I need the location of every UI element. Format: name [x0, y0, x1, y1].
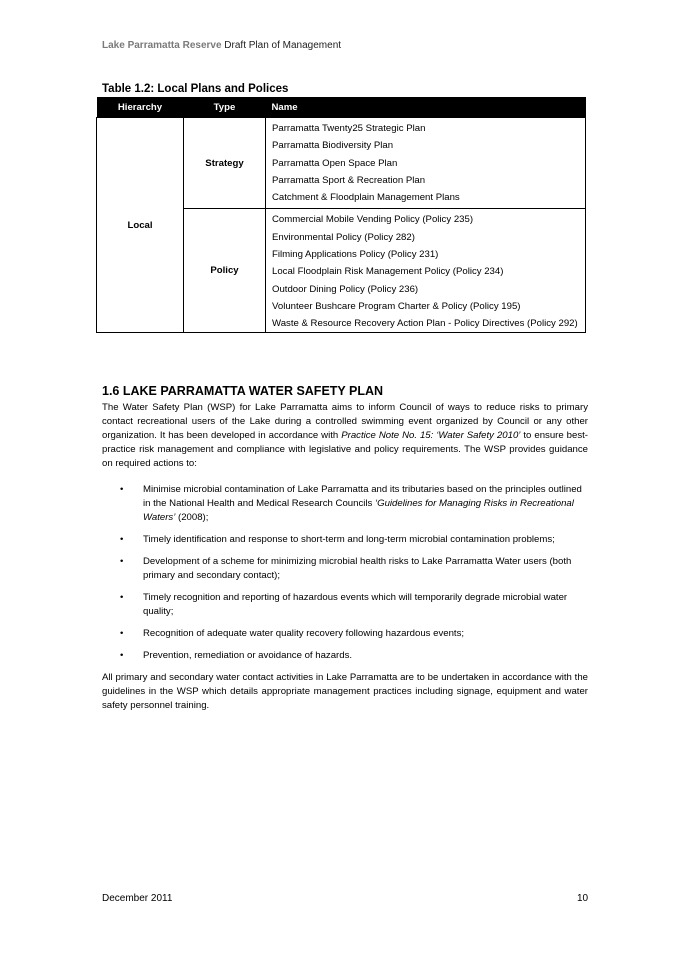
list-item-text: Minimise microbial contamination of Lake Parramatta and its tributaries based on the principles outlined in the National Health and Medical Research Councils	[143, 484, 582, 509]
plan-name: Parramatta Twenty25 Strategic Plan	[272, 123, 426, 134]
type-cell-policy: Policy	[184, 209, 266, 333]
list-item-text: Timely identification and response to short-term and long-term microbial contamination problems;	[143, 534, 555, 545]
header-brand: Lake Parramatta Reserve	[102, 40, 222, 51]
list-item	[102, 627, 588, 641]
list-item-text: Development of a scheme for minimizing microbial health risks to Lake Parramatta Water users (both primary and secondary contact);	[143, 556, 572, 581]
bullet-icon: •	[120, 484, 124, 495]
policy-name: Outdoor Dining Policy (Policy 236)	[272, 283, 419, 295]
plan-name: Parramatta Biodiversity Plan	[272, 140, 394, 152]
list-item	[102, 591, 588, 619]
list-item-text: Prevention, remediation or avoidance of hazards.	[143, 650, 353, 661]
table-caption: Table 1.2: Local Plans and Polices	[102, 83, 289, 95]
policy-name: Volunteer Bushcare Program Charter & Policy (Policy 195)	[272, 300, 521, 312]
list-item-text: Timely recognition and reporting of hazardous events which will temporarily degrade microbial water quality;	[143, 592, 568, 617]
type-cell-strategy: Strategy	[184, 118, 266, 209]
plan-name: Parramatta Sport & Recreation Plan	[272, 174, 426, 186]
intro-text-cont: to ensure best-practice risk management and compliance with legislative and policy requirements. The WSP provides guidance on required actions to:	[102, 430, 588, 469]
list-item-text-cont: (2008);	[175, 512, 209, 523]
bullet-icon: •	[120, 592, 124, 603]
list-item-italic: ‘Guidelines for Managing Risks in Recreational Waters’	[143, 498, 574, 523]
names-cell-strategy	[266, 118, 586, 209]
list-item	[102, 649, 588, 663]
table-row	[97, 118, 586, 209]
list-item-text: Recognition of adequate water quality recovery following hazardous events;	[143, 628, 465, 639]
bullet-icon: •	[120, 534, 124, 545]
policy-name: Waste & Resource Recovery Action Plan - Policy Directives (Policy 292)	[272, 318, 578, 330]
intro-text: The Water Safety Plan (WSP) for Lake Parramatta aims to inform Council of ways to reduce risks to primary contact recreational users of the Lake during a controlled swimming event organized by Council or any other organization. It has been developed in accordance with	[102, 402, 588, 441]
intro-italic-reference: Practice Note No. 15: ‘Water Safety 2010’	[341, 430, 521, 441]
column-header-hierarchy: Hierarchy	[97, 97, 184, 118]
names-cell-policy	[266, 209, 586, 333]
bullet-icon: •	[120, 628, 124, 639]
list-item	[102, 533, 588, 547]
policy-name: Commercial Mobile Vending Policy (Policy 235)	[272, 214, 474, 226]
hierarchy-cell: Local	[97, 118, 184, 333]
page-number: 10	[577, 893, 589, 904]
list-item	[102, 555, 588, 583]
column-header-type: Type	[184, 97, 266, 118]
plan-name: Parramatta Open Space Plan	[272, 157, 398, 169]
intro-paragraph	[102, 401, 588, 471]
plans-table	[96, 97, 586, 333]
list-item	[102, 483, 588, 525]
footer-date: December 2011	[102, 893, 173, 904]
policy-name: Filming Applications Policy (Policy 231)	[272, 249, 439, 261]
column-header-name: Name	[266, 97, 586, 118]
running-header	[102, 40, 341, 51]
bullet-icon: •	[120, 556, 124, 567]
actions-list	[102, 483, 588, 663]
water-safety-section	[102, 384, 588, 713]
plan-name: Catchment & Floodplain Management Plans	[272, 192, 460, 204]
header-title: Draft Plan of Management	[221, 40, 342, 51]
closing-paragraph: All primary and secondary water contact activities in Lake Parramatta are to be undertaken in accordance with the guidelines in the WSP which details appropriate management practices including signage, equipment and water safety personnel training.	[102, 672, 588, 711]
policy-name: Environmental Policy (Policy 282)	[272, 231, 415, 243]
policy-name: Local Floodplain Risk Management Policy (Policy 234)	[272, 266, 504, 278]
table-header-row	[97, 97, 586, 118]
bullet-icon: •	[120, 650, 124, 661]
section-heading: 1.6 LAKE PARRAMATTA WATER SAFETY PLAN	[102, 384, 384, 398]
